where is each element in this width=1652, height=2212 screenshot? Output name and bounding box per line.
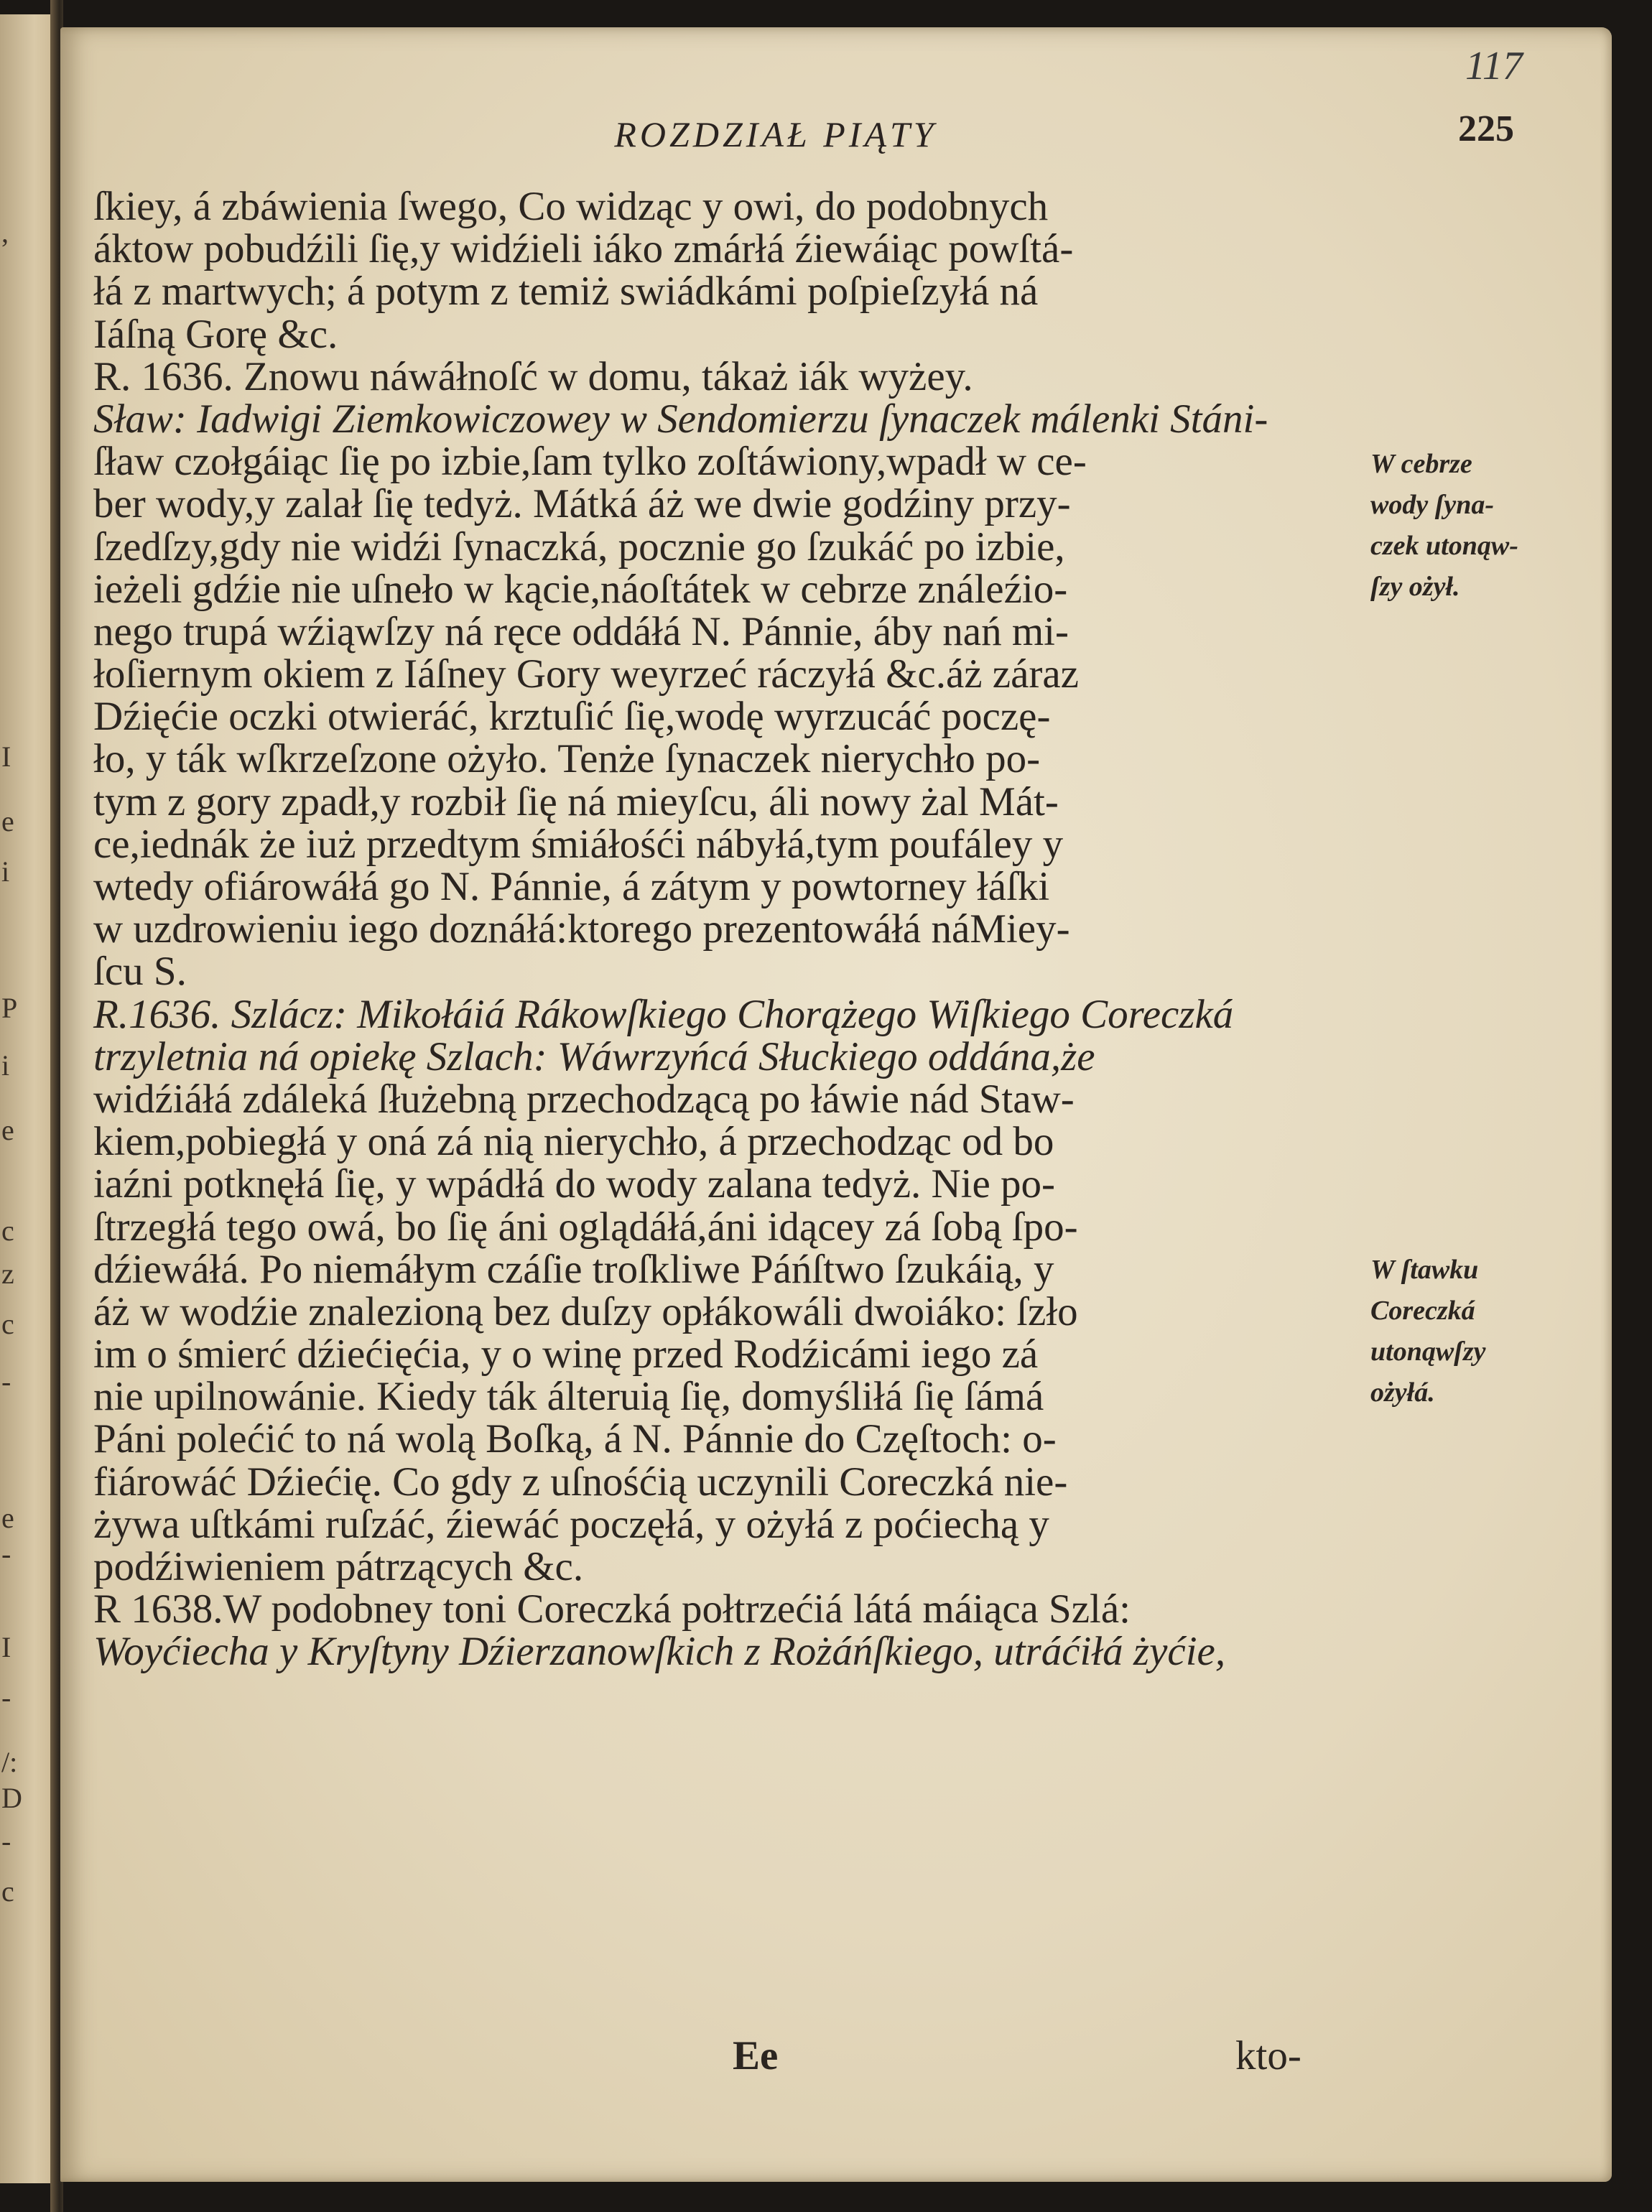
text-line: Dźięćie oczki otwieráć, krztuſić ſię,wodę wyrzucáć poczę- xyxy=(93,694,1051,740)
text-line: żywa uſtkámi ruſzáć, źiewáć poczęłá, y ożyłá z poćiechą y xyxy=(93,1501,1049,1547)
left-page-fragment: - xyxy=(1,1825,11,1857)
left-page-fragment: c xyxy=(1,1214,14,1247)
text-line: áktow pobudźili ſię,y widźieli iáko zmárłá źiewáiąc powſtá- xyxy=(93,226,1074,272)
text-line: podźiwieniem pátrzących &c. xyxy=(93,1544,584,1589)
running-head: ROZDZIAŁ PIĄTY xyxy=(614,114,937,154)
text-line: ſcu S. xyxy=(93,949,187,995)
text-line: im o śmierć dźiećięćia, y o winę przed Rodźicámi iego zá xyxy=(93,1332,1039,1377)
left-page-fragment: I xyxy=(1,1631,11,1663)
margin-note-2 xyxy=(1370,1250,1485,1413)
left-page-fragment: - xyxy=(1,1538,11,1570)
text-line: Iáſną Gorę &c. xyxy=(93,311,338,357)
text-line: ſław czołgáiąc ſię po izbie,ſam tylko zoſtáwiony,wpadł w ce- xyxy=(93,439,1087,485)
text-line: Woyćiecha y Kryſtyny Dźierzanowſkich z Rożáńſkiego, utráćiłá żyćie, xyxy=(93,1629,1226,1675)
left-page-fragment: /: xyxy=(1,1746,18,1778)
page-number: 225 xyxy=(1458,108,1514,149)
margin-note-line: Coreczká xyxy=(1370,1296,1475,1326)
text-line: nego trupá wźiąwſzy ná ręce oddáłá N. Pánnie, áby nań mi- xyxy=(93,608,1069,654)
text-line: ło, y ták wſkrzeſzone ożyło. Tenże ſynaczek nierychło po- xyxy=(93,736,1041,782)
text-line: łoſiernym okiem z Iáſney Gory weyrzeć ráczyłá &c.áż záraz xyxy=(93,651,1079,697)
text-line: R. 1636. Znowu náwáłnoſć w domu, tákaż iák wyżey. xyxy=(93,353,973,399)
signature-mark: Ee xyxy=(733,2033,779,2078)
left-page-fragment: c xyxy=(1,1308,14,1340)
text-line: ſkiey, á zbáwienia ſwego, Co widząc y owi, do podobnych xyxy=(93,184,1049,229)
left-page-margin-letters xyxy=(1,0,23,2212)
folio-number: 117 xyxy=(1465,44,1523,88)
left-page-fragment: I xyxy=(1,740,11,773)
text-line: iaźni potknęłá ſię, y wpádłá do wody zalana tedyż. Nie po- xyxy=(93,1161,1056,1207)
text-line: ce,iednák że iuż przedtym śmiáłośći nábyłá,tym poufáley y xyxy=(93,821,1064,867)
margin-note-line: ożyłá. xyxy=(1370,1377,1435,1408)
left-page-fragment: - xyxy=(1,1681,11,1714)
text-line: ſtrzegłá tego owá, bo ſię áni oglądáłá,áni idącey zá ſobą ſpo- xyxy=(93,1204,1078,1250)
text-line: wtedy ofiárowáłá go N. Pánnie, á zátym y powtorney łáſki xyxy=(93,864,1050,909)
text-line: nie upilnowánie. Kiedy ták álteruią ſię, domyśliłá ſię ſámá xyxy=(93,1374,1044,1420)
catchword: kto- xyxy=(1235,2033,1301,2078)
left-page-fragment: - xyxy=(1,1365,11,1398)
margin-note-line: W cebrze xyxy=(1370,449,1472,479)
left-page-fragment: , xyxy=(1,216,9,248)
left-page-fragment: i xyxy=(1,1049,10,1082)
text-line: łá z martwych; á potym z temiż swiádkámi poſpieſzyłá ná xyxy=(93,269,1039,315)
text-line: fiárowáć Dźiećię. Co gdy z uſnośćią uczynili Coreczká nie- xyxy=(93,1459,1068,1505)
left-page-fragment: z xyxy=(1,1258,14,1290)
margin-note-line: ſzy ożył. xyxy=(1370,572,1460,602)
left-page-fragment: e xyxy=(1,805,14,837)
text-line: R.1636. Szlácz: Mikołáiá Rákowſkiego Chorążego Wiſkiego Coreczká xyxy=(93,991,1234,1037)
text-line: Páni polećić to ná wolą Boſką, á N. Pánnie do Częſtoch: o- xyxy=(93,1416,1057,1462)
text-line: trzyletnia ná opiekę Szlach: Wáwrzyńcá Słuckiego oddána,że xyxy=(93,1033,1095,1079)
left-page-fragment: D xyxy=(1,1782,22,1814)
left-page-fragment: P xyxy=(1,992,18,1024)
text-line: áż w wodźie znalezioną bez duſzy opłákowáli dwoiáko: ſzło xyxy=(93,1288,1078,1334)
margin-note-line: wody ſyna- xyxy=(1370,490,1495,520)
text-line: Sław: Iadwigi Ziemkowiczowey w Sendomierzu ſynaczek málenki Stáni- xyxy=(93,396,1268,442)
text-line: tym z gory zpadł,y rozbił ſię ná mieyſcu, áli nowy żal Mát- xyxy=(93,779,1059,824)
text-line: ſzedſzy,gdy nie widźi ſynaczká, pocznie go ſzukáć po izbie, xyxy=(93,524,1065,570)
left-page-fragment: i xyxy=(1,855,10,888)
left-page-fragment: e xyxy=(1,1502,14,1534)
margin-note-line: utonąwſzy xyxy=(1370,1337,1486,1367)
text-line: w uzdrowieniu iego doznáłá:ktorego prezentowáłá náMiey- xyxy=(93,906,1070,952)
margin-note-1 xyxy=(1370,444,1518,608)
left-page-fragment: e xyxy=(1,1114,14,1146)
text-line: widźiáłá zdáleká ſłużebną przechodzącą po łáwie nád Staw- xyxy=(93,1076,1075,1122)
left-page-fragment: c xyxy=(1,1875,14,1907)
margin-note-line: W ſtawku xyxy=(1370,1255,1479,1285)
text-line: ieżeli gdźie nie uſneło w kącie,náoſtátek w cebrze ználeźio- xyxy=(93,566,1068,612)
body-text xyxy=(93,185,1415,1673)
margin-note-line: czek utonąw- xyxy=(1370,531,1518,561)
text-line: kiem,pobiegłá y oná zá nią nierychło, á przechodząc od bo xyxy=(93,1119,1054,1165)
text-line: dźiewáłá. Po niemáłym czáſie troſkliwe Páńſtwo ſzukáią, y xyxy=(93,1246,1054,1292)
text-line: ber wody,y zalał ſię tedyż. Mátká áż we dwie godźiny przy- xyxy=(93,481,1071,527)
text-line: R 1638.W podobney toni Coreczká połtrzećiá látá máiąca Szlá: xyxy=(93,1586,1131,1632)
